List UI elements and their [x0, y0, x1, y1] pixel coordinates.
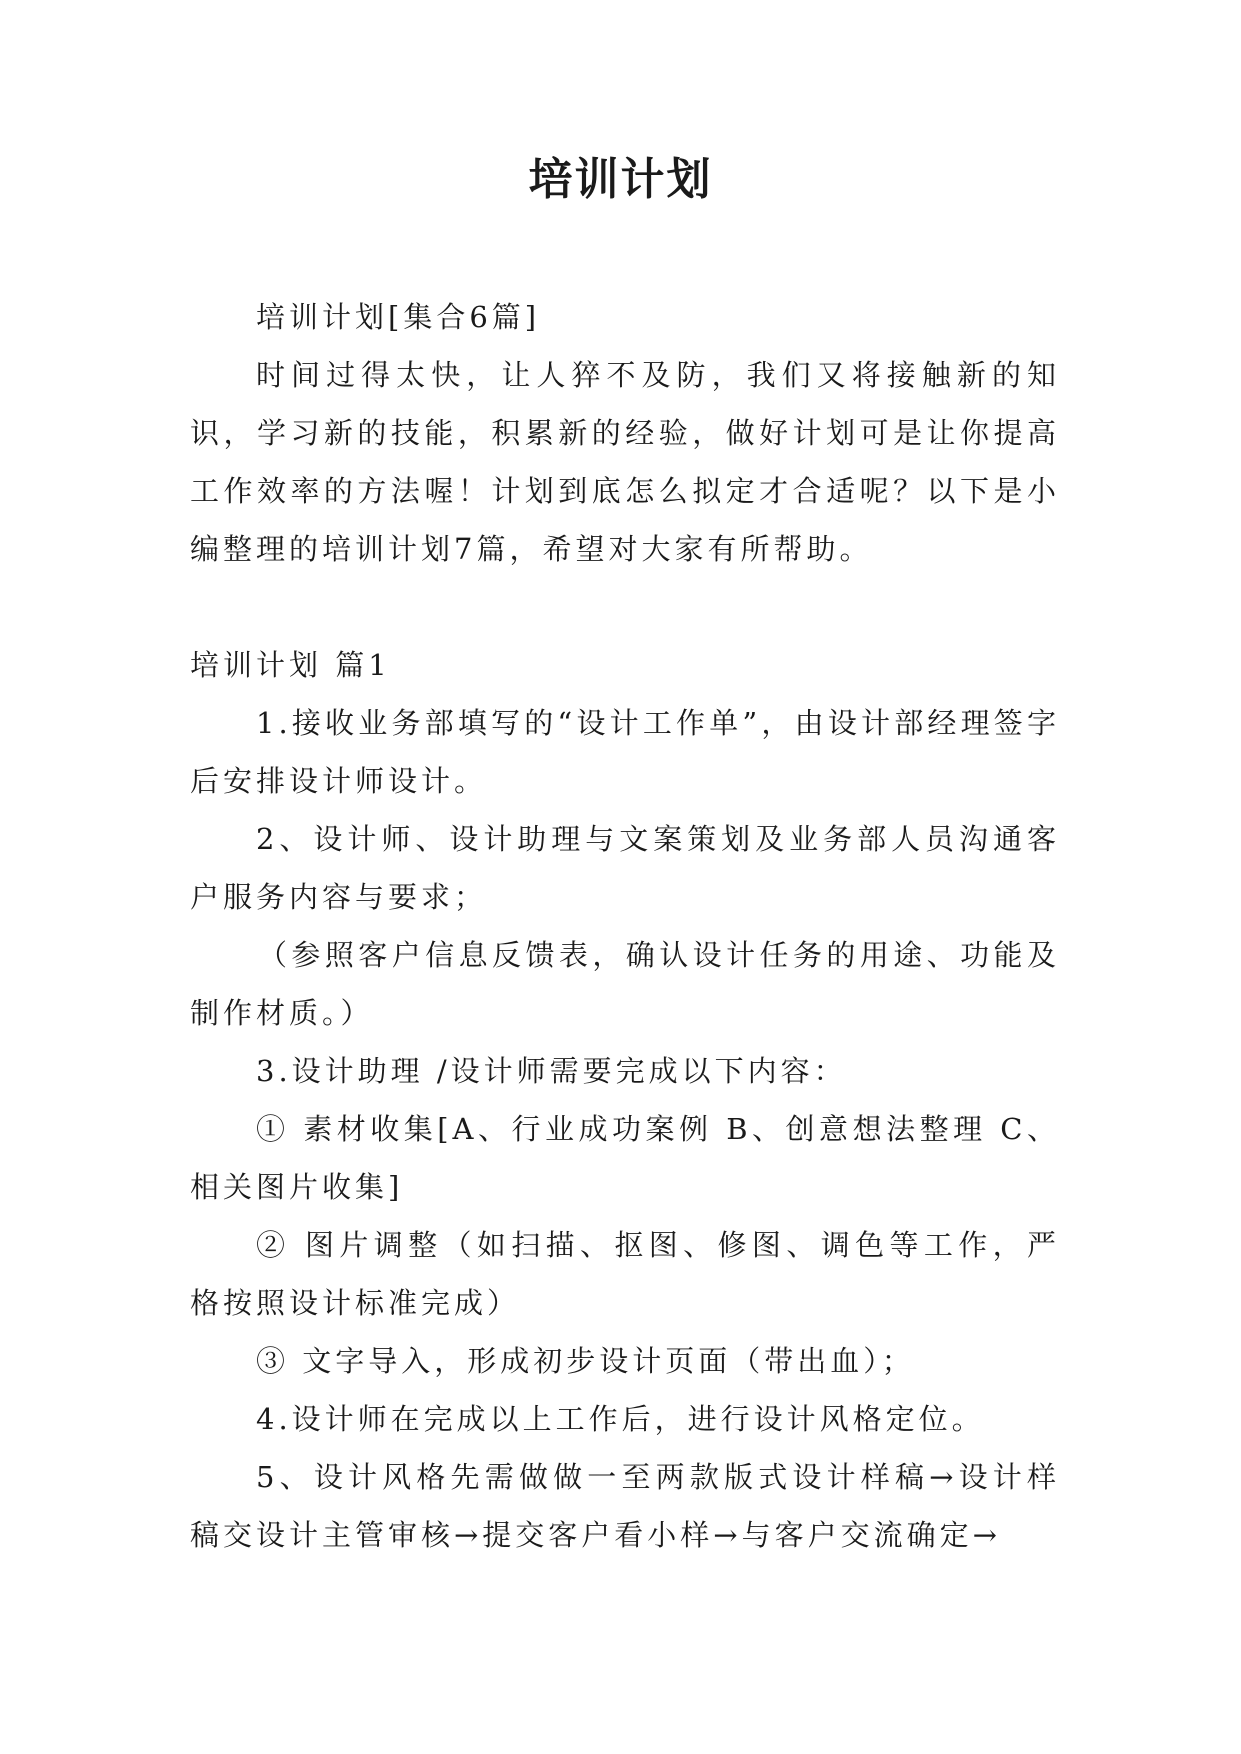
- document-subtitle: 培训计划[集合6篇]: [256, 300, 541, 334]
- section-heading: 培训计划 篇1: [190, 648, 391, 682]
- section-spacer: [190, 578, 1060, 636]
- document-body: [190, 288, 1060, 1564]
- paragraph-8: 4.设计师在完成以上工作后，进行设计风格定位。: [256, 1402, 985, 1436]
- page-title: 培训计划: [528, 154, 713, 205]
- intro-paragraph: 时间过得太快，让人猝不及防，我们又将接触新的知识，学习新的技能，积累新的经验，做好计划可是让你提高工作效率的方法喔！计划到底怎么拟定才合适呢？以下是小编整理的培训计划7篇，希望对大家有所帮助。: [190, 358, 1060, 566]
- paragraph-3: （参照客户信息反馈表，确认设计任务的用途、功能及制作材质。）: [190, 938, 1060, 1030]
- paragraph-4: 3.设计助理 /设计师需要完成以下内容：: [256, 1054, 847, 1088]
- paragraph-1: 1.接收业务部填写的“设计工作单”，由设计部经理签字后安排设计师设计。: [190, 706, 1060, 798]
- paragraph-6: ② 图片调整（如扫描、抠图、修图、调色等工作，严格按照设计标准完成）: [190, 1228, 1060, 1320]
- paragraph-2: 2、设计师、设计助理与文案策划及业务部人员沟通客户服务内容与要求；: [190, 822, 1060, 914]
- paragraph-5: ① 素材收集[A、行业成功案例 B、创意想法整理 C、相关图片收集]: [190, 1112, 1060, 1204]
- paragraph-9: 5、设计风格先需做做一至两款版式设计样稿→设计样稿交设计主管审核→提交客户看小样→与客户交流确定→: [190, 1460, 1060, 1552]
- paragraph-7: ③ 文字导入，形成初步设计页面（带出血）；: [256, 1344, 915, 1378]
